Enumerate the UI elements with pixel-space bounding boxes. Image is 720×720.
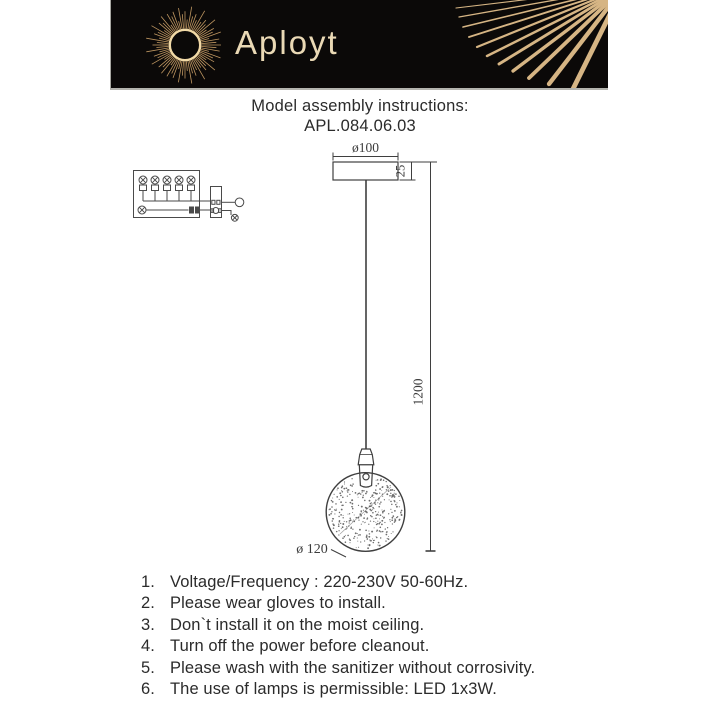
item-text: Please wash with the sanitizer without corrosivity.: [170, 658, 536, 677]
dim-shade-diameter-label: ø 120: [296, 542, 328, 557]
canopy: [333, 162, 398, 180]
wiring-bottom-lamp: [138, 206, 211, 214]
pendant-drawing: [296, 140, 437, 557]
wiring-output-circle: [235, 198, 244, 207]
list-item: [141, 658, 535, 679]
item-text: Turn off the power before cleanout.: [170, 637, 430, 656]
item-text: Please wear gloves to install.: [170, 594, 386, 613]
wiring-small-lamp: [231, 214, 238, 221]
item-text: Voltage/Frequency : 220-230V 50-60Hz.: [170, 573, 469, 591]
list-item: [141, 615, 535, 636]
wiring-lamp-symbols: [139, 176, 195, 201]
dim-suspension-length-label: 1200: [410, 378, 426, 406]
list-item: [141, 572, 535, 593]
list-item: [141, 636, 535, 657]
model-number: APL.084.06.03: [304, 117, 416, 135]
list-item: [141, 593, 535, 614]
wiring-diagram: [134, 171, 244, 222]
page-title: Model assembly instructions:: [251, 97, 469, 115]
dim-canopy-diameter-label: ø100: [352, 140, 379, 155]
brand-name: Aployt: [235, 24, 339, 61]
dim-canopy-height-label: 25: [393, 164, 408, 178]
item-text: The use of lamps is permissible: LED 1x3W.: [170, 680, 497, 699]
wiring-terminal-block: [211, 187, 222, 218]
item-text: Don`t install it on the moist ceiling.: [170, 615, 425, 634]
item-number: 4.: [141, 637, 155, 656]
list-item: [141, 679, 535, 700]
item-number: 2.: [141, 594, 155, 613]
item-number: 6.: [141, 680, 155, 699]
instructions-list: [141, 572, 535, 700]
lamp-holder: [358, 449, 374, 487]
item-number: 5.: [141, 658, 155, 677]
sphere-stipple-texture: [328, 478, 402, 549]
item-number: 1.: [141, 573, 155, 591]
item-number: 3.: [141, 615, 155, 634]
